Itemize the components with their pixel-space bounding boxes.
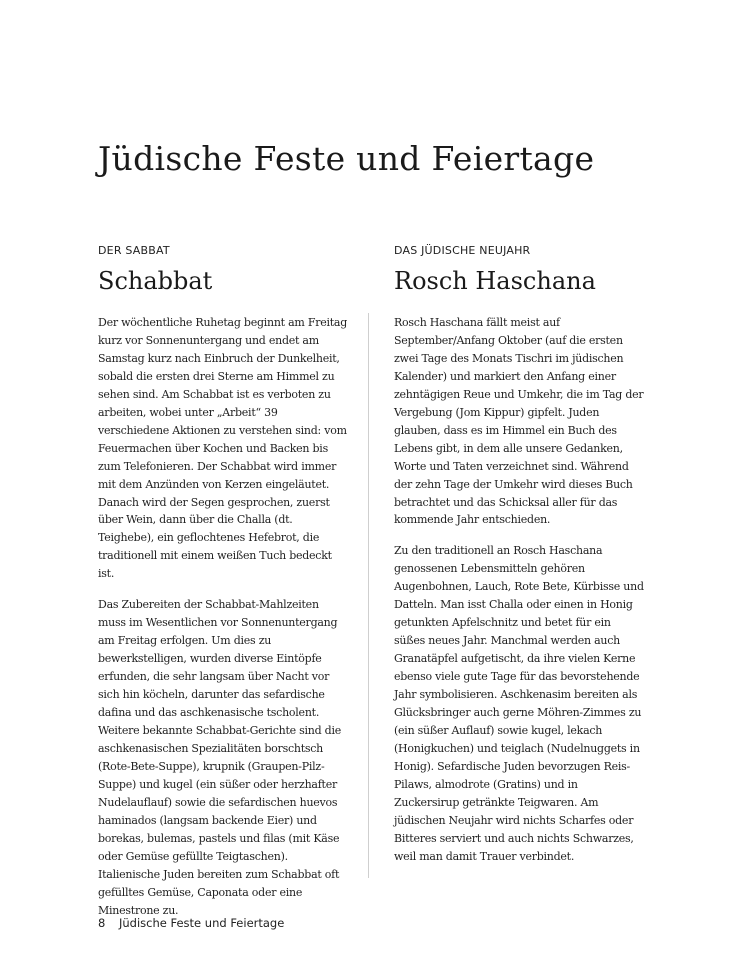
page-footer [98, 916, 284, 930]
body-paragraph: Rosch Haschana fällt meist auf September/Anfang Oktober (auf die ersten zwei Tage des Monats Tischri im jüdischen Kalender) und markiert den Anfang einer zehntägigen Reue und Umkehr, die im Tag der Vergebung (Jom Kippur) gipfelt. Juden glauben, dass es im Himmel ein Buch des Lebens gibt, in dem alle unsere Gedanken, Worte und Taten verzeichnet sind. Während der zehn Tage der Umkehr wird dieses Buch betrachtet und das Schicksal aller für das kommende Jahr entschieden. [394, 316, 644, 527]
section-kicker: DAS JÜDISCHE NEUJAHR [394, 244, 531, 257]
left-column [98, 244, 348, 932]
column-divider [368, 313, 369, 878]
body-paragraph: Der wöchentliche Ruhetag beginnt am Freitag kurz vor Sonnenuntergang und endet am Samstag kurz nach Einbruch der Dunkelheit, sobald die ersten drei Sterne am Himmel zu sehen sind. Am Schabbat ist es verboten zu arbeiten, wobei unter „Arbeit“ 39 verschiedene Aktionen zu verstehen sind: vom Feuermachen über Kochen und Backen bis zum Telefonieren. Der Schabbat wird immer mit dem Anzünden von Kerzen eingeläutet. Danach wird der Segen gesprochen, zuerst über Wein, dann über die Challa (dt. Teighebe), ein geflochtenes Hefebrot, die traditionell mit einem weißen Tuch bedeckt ist. [98, 316, 348, 581]
right-column [394, 244, 644, 879]
page-title: Jüdische Feste und Feiertage [98, 139, 595, 178]
body-paragraph: Das Zubereiten der Schabbat-Mahlzeiten muss im Wesentlichen vor Sonnenuntergang am Freitag erfolgen. Um dies zu bewerkstelligen, wurden diverse Eintöpfe erfunden, die sehr langsam über Nacht vor sich hin köcheln, darunter das sefardische dafina und das aschkenasische tscholent. Weitere bekannte Schabbat-Gerichte sind die aschkenasischen Spezialitäten borschtsch (Rote-Bete-Suppe), krupnik (Graupen-Pilz-Suppe) und kugel (ein süßer oder herzhafter Nudelauflauf) sowie die sefardischen huevos haminados (langsam backende Eier) und borekas, bulemas, pastels und filas (mit Käse oder Gemüse gefüllte Teigtaschen). Italienische Juden bereiten zum Schabbat oft gefülltes Gemüse, Caponata oder eine Minestrone zu. [98, 598, 341, 917]
running-title: Jüdische Feste und Feiertage [118, 916, 285, 930]
body-paragraph: Zu den traditionell an Rosch Haschana genossenen Lebensmitteln gehören Augenbohnen, Lauch, Rote Bete, Kürbisse und Datteln. Man isst Challa oder einen in Honig getunkten Apfelschnitz und betet für ein süßes neues Jahr. Manchmal werden auch Granatäpfel aufgetischt, da ihre vielen Kerne ebenso viele gute Tage für das bevorstehende Jahr symbolisieren. Aschkenasim bereiten als Glücksbringer auch gerne Möhren-Zimmes zu (ein süßer Auflauf) sowie kugel, lekach (Honigkuchen) und teiglach (Nudelnuggets in Honig). Sefardische Juden bevorzugen Reis-Pilaws, almodrote (Gratins) und in Zuckersirup getränkte Teigwaren. Am jüdischen Neujahr wird nichts Scharfes oder Bitteres serviert und auch nichts Schwarzes, weil man damit Trauer verbindet. [394, 544, 644, 863]
page-number: 8 [98, 916, 106, 930]
section-kicker: DER SABBAT [98, 244, 170, 257]
section-heading: Rosch Haschana [394, 267, 596, 295]
section-heading: Schabbat [98, 267, 213, 295]
